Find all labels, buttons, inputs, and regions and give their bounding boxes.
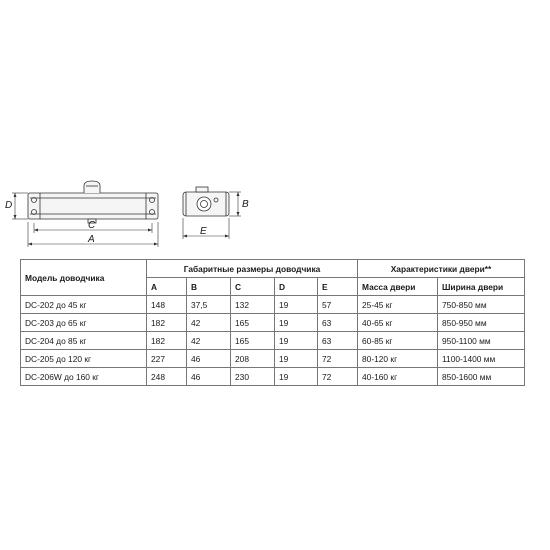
cell-e: 72 (318, 350, 358, 368)
cell-mass: 80-120 кг (358, 350, 438, 368)
cell-d: 19 (275, 368, 318, 386)
dim-label-e: E (200, 226, 207, 237)
cell-mass: 25-45 кг (358, 296, 438, 314)
spec-table (20, 259, 525, 386)
door-closer-drawing (0, 170, 550, 265)
cell-b: 42 (187, 332, 231, 350)
cell-e: 63 (318, 332, 358, 350)
closer-side-view (183, 187, 229, 216)
col-header-mass: Масса двери (358, 278, 438, 296)
cell-b: 42 (187, 314, 231, 332)
cell-model: DC-204 до 85 кг (21, 332, 147, 350)
cell-d: 19 (275, 332, 318, 350)
model-header: Модель доводчика (21, 260, 147, 296)
cell-width: 850-950 мм (438, 314, 525, 332)
table-row (21, 296, 525, 314)
cell-a: 248 (147, 368, 187, 386)
dim-label-d: D (5, 200, 13, 211)
dim-label-b: B (242, 199, 249, 210)
cell-c: 165 (231, 314, 275, 332)
cell-e: 57 (318, 296, 358, 314)
cell-model: DC-205 до 120 кг (21, 350, 147, 368)
col-header-c: C (231, 278, 275, 296)
table-row (21, 332, 525, 350)
dim-label-c: C (88, 220, 96, 231)
closer-front-view (28, 181, 158, 223)
cell-model: DC-206W до 160 кг (21, 368, 147, 386)
cell-mass: 40-65 кг (358, 314, 438, 332)
col-header-b: B (187, 278, 231, 296)
cell-model: DC-202 до 45 кг (21, 296, 147, 314)
col-header-d: D (275, 278, 318, 296)
cell-a: 227 (147, 350, 187, 368)
dimensions-group-header: Габаритные размеры доводчика (147, 260, 358, 278)
cell-e: 72 (318, 368, 358, 386)
cell-model: DC-203 до 65 кг (21, 314, 147, 332)
cell-width: 950-1100 мм (438, 332, 525, 350)
cell-a: 182 (147, 332, 187, 350)
cell-mass: 60-85 кг (358, 332, 438, 350)
dim-label-a: A (88, 234, 95, 245)
col-header-width: Ширина двери (438, 278, 525, 296)
cell-b: 37,5 (187, 296, 231, 314)
col-header-e: E (318, 278, 358, 296)
cell-width: 850-1600 мм (438, 368, 525, 386)
cell-c: 230 (231, 368, 275, 386)
cell-b: 46 (187, 368, 231, 386)
cell-mass: 40-160 кг (358, 368, 438, 386)
table-row (21, 350, 525, 368)
cell-c: 208 (231, 350, 275, 368)
col-header-a: A (147, 278, 187, 296)
cell-a: 148 (147, 296, 187, 314)
cell-c: 165 (231, 332, 275, 350)
table-header-row (21, 260, 525, 278)
table-row (21, 314, 525, 332)
table-row (21, 368, 525, 386)
cell-d: 19 (275, 314, 318, 332)
cell-a: 182 (147, 314, 187, 332)
cell-d: 19 (275, 296, 318, 314)
door-group-header: Характеристики двери** (358, 260, 525, 278)
cell-width: 1100-1400 мм (438, 350, 525, 368)
cell-d: 19 (275, 350, 318, 368)
cell-c: 132 (231, 296, 275, 314)
cell-width: 750-850 мм (438, 296, 525, 314)
cell-e: 63 (318, 314, 358, 332)
cell-b: 46 (187, 350, 231, 368)
